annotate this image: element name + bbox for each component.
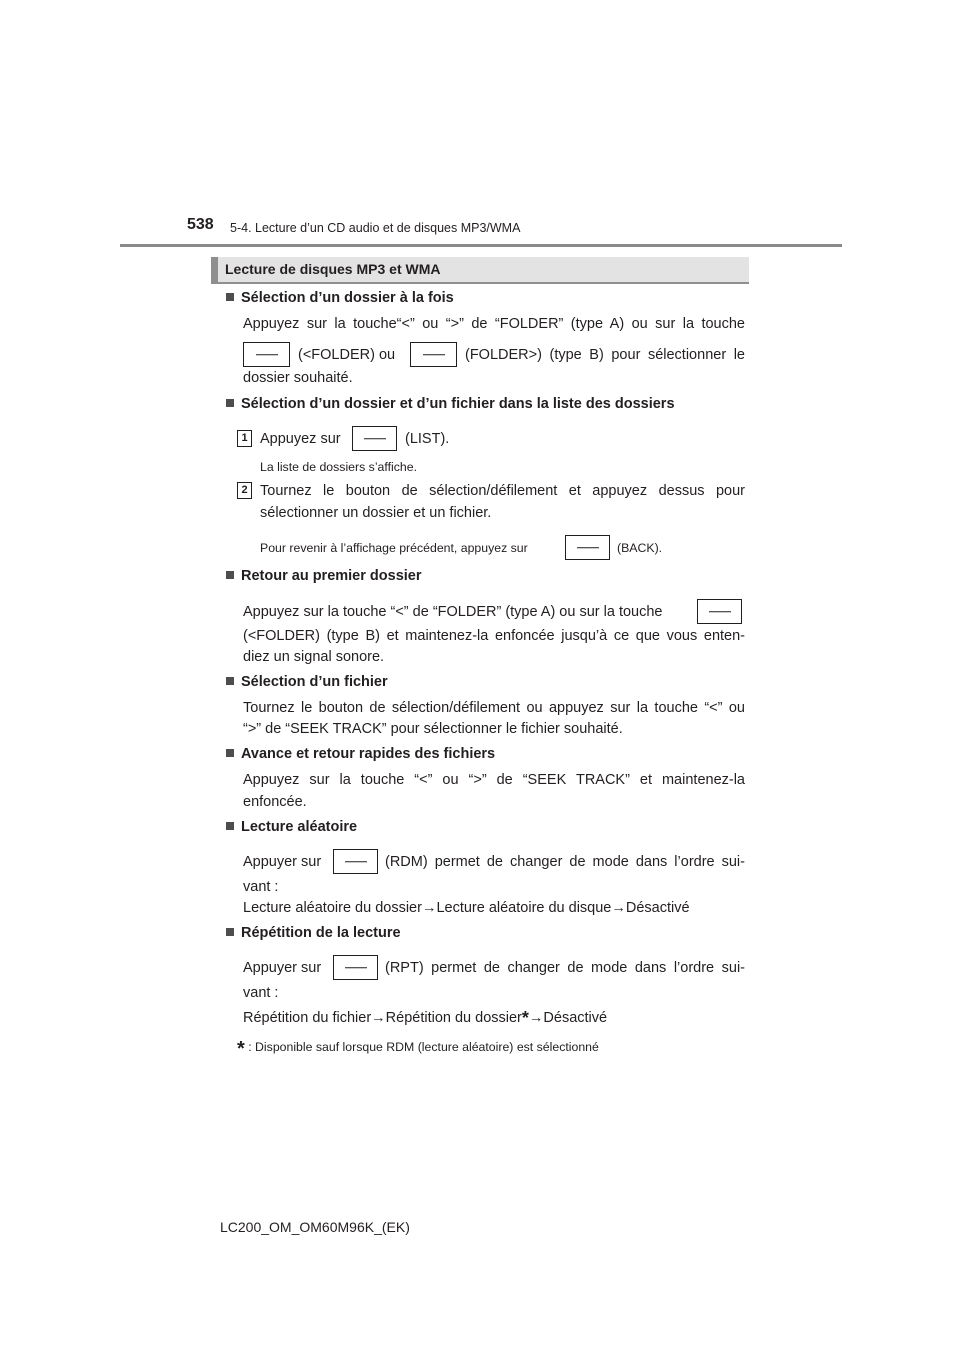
step-1-note: La liste de dossiers s’affiche. — [260, 460, 417, 474]
step-1-text-a: Appuyez sur — [260, 431, 341, 447]
heading-repeat: Répétition de la lecture — [226, 925, 401, 941]
heading-file-select: Sélection d’un fichier — [226, 674, 388, 690]
footer-doc-code: LC200_OM_OM60M96K_(EK) — [220, 1219, 410, 1235]
bullet-square-icon — [226, 293, 234, 301]
folder-prev-button-2 — [697, 599, 742, 624]
first-folder-line3: diez un signal sonore. — [243, 649, 385, 665]
random-line1-b: (RDM) permet de changer de mode dans l’ordre sui- — [385, 854, 745, 870]
back-button — [565, 535, 610, 560]
file-select-line1: Tournez le bouton de sélection/défilement ou appuyez sur la touche “<” ou — [243, 700, 745, 716]
fast-line1: Appuyez sur la touche “<” ou “>” de “SEEK TRACK” et maintenez-la — [243, 772, 745, 788]
step-2-line2: sélectionner un dossier et un fichier. — [260, 505, 492, 521]
section-header-bar — [211, 257, 218, 284]
folder-select-line1: Appuyez sur la touche“<” ou “>” de “FOLDER” (type A) ou sur la touche — [243, 316, 745, 332]
step-2-note-b: (BACK). — [617, 541, 663, 555]
step-2-note-a: Pour revenir à l’affichage précédent, appuyez sur — [260, 541, 528, 555]
section-title: Lecture de disques MP3 et WMA — [225, 261, 441, 277]
bullet-square-icon — [226, 822, 234, 830]
header-rule — [120, 244, 842, 247]
heading-folder-list: Sélection d’un dossier et d’un fichier dans la liste des dossiers — [226, 396, 675, 412]
heading-fast: Avance et retour rapides des fichiers — [226, 746, 495, 762]
step-2-line1: Tournez le bouton de sélection/défilement et appuyez dessus pour — [260, 483, 745, 499]
fast-line2: enfoncée. — [243, 794, 307, 810]
folder-select-line2-a: (<FOLDER) ou — [298, 347, 396, 363]
repeat-line1-a: Appuyer sur — [243, 960, 322, 976]
step-2-badge: 2 — [237, 482, 252, 499]
random-line1-a: Appuyer sur — [243, 854, 322, 870]
bullet-square-icon — [226, 749, 234, 757]
heading-random: Lecture aléatoire — [226, 819, 357, 835]
folder-select-line2-b: (FOLDER>) (type B) pour sélectionner le — [465, 347, 745, 363]
repeat-line3: Répétition du fichier→Répétition du dossier*→Désactivé — [243, 1008, 608, 1028]
rpt-button — [333, 955, 378, 980]
random-line3: Lecture aléatoire du dossier→Lecture aléatoire du disque→Désactivé — [243, 900, 690, 916]
bullet-square-icon — [226, 399, 234, 407]
rdm-button — [333, 849, 378, 874]
bullet-square-icon — [226, 677, 234, 685]
first-folder-line1: Appuyez sur la touche “<” de “FOLDER” (type A) ou sur la touche — [243, 604, 663, 620]
first-folder-line2: (<FOLDER) (type B) et maintenez-la enfoncée jusqu’à ce que vous enten- — [243, 628, 745, 644]
folder-prev-button — [243, 342, 290, 367]
file-select-line2: “>” de “SEEK TRACK” pour sélectionner le fichier souhaité. — [243, 721, 623, 737]
repeat-line1-b: (RPT) permet de changer de mode dans l’ordre sui- — [385, 960, 745, 976]
folder-next-button — [410, 342, 457, 367]
section-path: 5-4. Lecture d’un CD audio et de disques MP3/WMA — [230, 221, 521, 235]
bullet-square-icon — [226, 928, 234, 936]
random-line2: vant : — [243, 879, 279, 895]
bullet-square-icon — [226, 571, 234, 579]
footnote: * : Disponible sauf lorsque RDM (lecture aléatoire) est sélectionné — [237, 1038, 599, 1060]
heading-folder-select: Sélection d’un dossier à la fois — [226, 290, 454, 306]
heading-first-folder: Retour au premier dossier — [226, 568, 422, 584]
list-button — [352, 426, 397, 451]
folder-select-line3: dossier souhaité. — [243, 370, 353, 386]
repeat-line2: vant : — [243, 985, 279, 1001]
step-1-badge: 1 — [237, 430, 252, 447]
page-number: 538 — [187, 216, 214, 233]
step-1-text-b: (LIST). — [405, 431, 450, 447]
section-header — [211, 257, 749, 284]
